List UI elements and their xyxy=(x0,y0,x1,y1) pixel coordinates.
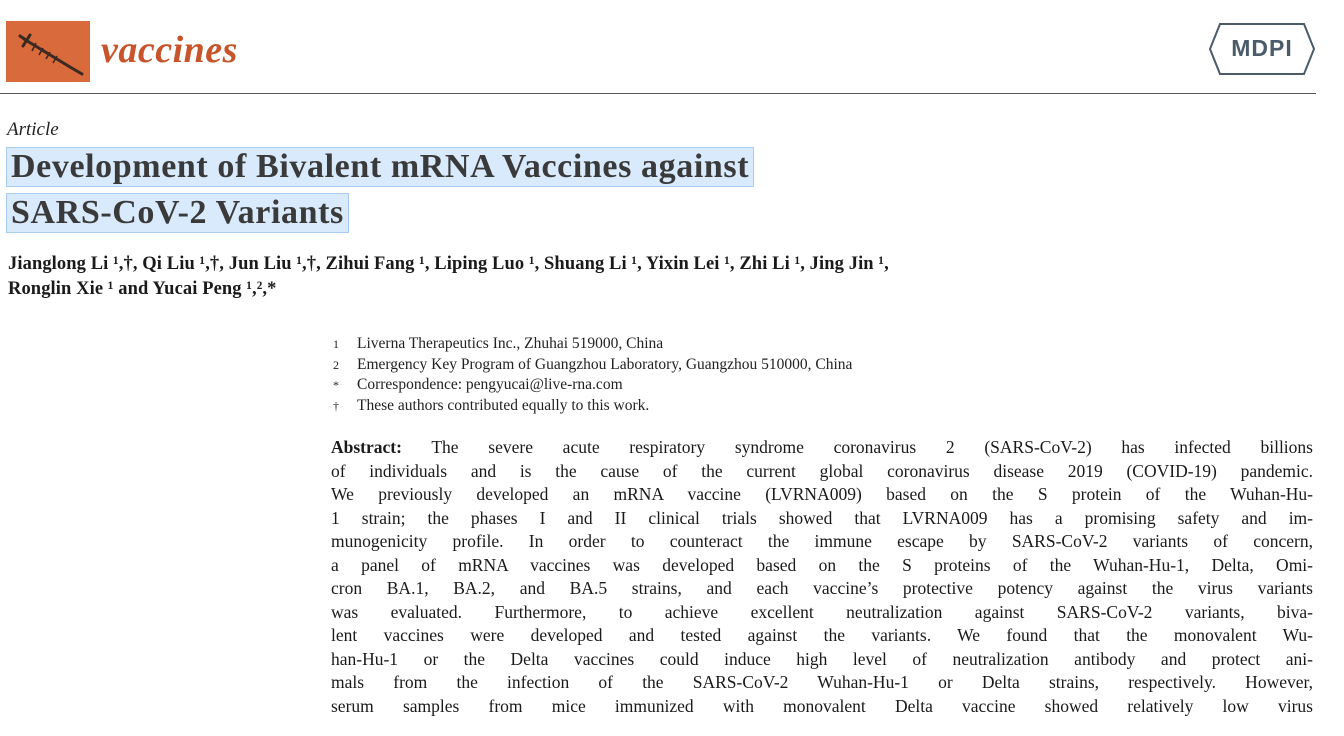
abstract-line: a panel of mRNA vaccines was developed based on the S proteins of the Wuhan-Hu-1, Delta, Omi- xyxy=(331,554,1313,575)
abstract-line: 1 strain; the phases I and II clinical trials showed that LVRNA009 has a promising safety and im- xyxy=(331,507,1313,528)
affiliation-item xyxy=(333,355,852,376)
abstract-text: The severe acute respiratory syndrome coronavirus 2 (SARS-CoV-2) has infected billions xyxy=(401,437,1313,457)
abstract-line: lent vaccines were developed and tested against the variants. We found that the monovalent Wu- xyxy=(331,625,1313,645)
correspondence-text[interactable]: Correspondence: pengyucai@live-rna.com xyxy=(357,376,623,393)
authors-line-1: Jianglong Li ¹,†, Qi Liu ¹,†, Jun Liu ¹,†, Zihui Fang ¹, Liping Luo ¹, Shuang Li ¹, Yixin Lei ¹, Zhi Li ¹, Jing Jin ¹, xyxy=(8,254,889,274)
equal-contribution-note xyxy=(333,396,852,417)
journal-logo xyxy=(6,21,90,82)
article-title-line-2[interactable]: SARS-CoV-2 Variants xyxy=(6,193,349,233)
affiliations-list xyxy=(333,334,852,416)
affiliation-item xyxy=(333,334,852,355)
equal-contribution-text: These authors contributed equally to this work. xyxy=(357,396,650,414)
affiliation-text: Emergency Key Program of Guangzhou Laboratory, Guangzhou 510000, China xyxy=(357,355,853,373)
affiliation-mark: * xyxy=(333,378,339,392)
affiliation-mark: 2 xyxy=(333,357,339,372)
authors-line-2: Ronglin Xie ¹ and Yucai Peng ¹,²,* xyxy=(8,279,277,299)
abstract-line xyxy=(331,436,1313,460)
abstract-line: serum samples from mice immunized with monovalent Delta vaccine showed relatively low virus xyxy=(331,695,1313,716)
abstract-line: of individuals and is the cause of the current global coronavirus disease 2019 (COVID-19) pandemic. xyxy=(331,460,1313,481)
article-type: Article xyxy=(7,119,59,140)
abstract-line: was evaluated. Furthermore, to achieve excellent neutralization against SARS-CoV-2 variants, biva- xyxy=(331,601,1313,622)
affiliation-text: Liverna Therapeutics Inc., Zhuhai 519000, China xyxy=(357,335,664,352)
affiliation-mark: † xyxy=(333,398,339,413)
journal-name: vaccines xyxy=(101,29,238,71)
abstract-line: cron BA.1, BA.2, and BA.5 strains, and each vaccine’s protective potency against the virus variants xyxy=(331,578,1313,598)
syringe-icon xyxy=(6,21,90,82)
abstract-label: Abstract: xyxy=(331,437,402,457)
abstract-line: han-Hu-1 or the Delta vaccines could induce high level of neutralization antibody and protect ani- xyxy=(331,648,1313,669)
publisher-name: MDPI xyxy=(1231,35,1293,61)
header-divider xyxy=(0,93,1316,94)
abstract-line: munogenicity profile. In order to counteract the immune escape by SARS-CoV-2 variants of concern, xyxy=(331,531,1313,551)
correspondence-item xyxy=(333,375,852,396)
abstract xyxy=(331,436,1313,718)
abstract-line: mals from the infection of the SARS-CoV-2 Wuhan-Hu-1 or Delta strains, respectively. However, xyxy=(331,672,1313,692)
publisher-logo xyxy=(1208,22,1316,76)
article-title-line-1[interactable]: Development of Bivalent mRNA Vaccines against xyxy=(6,147,754,187)
affiliation-mark: 1 xyxy=(333,337,339,351)
abstract-line: We previously developed an mRNA vaccine (LVRNA009) based on the S protein of the Wuhan-Hu- xyxy=(331,484,1313,504)
